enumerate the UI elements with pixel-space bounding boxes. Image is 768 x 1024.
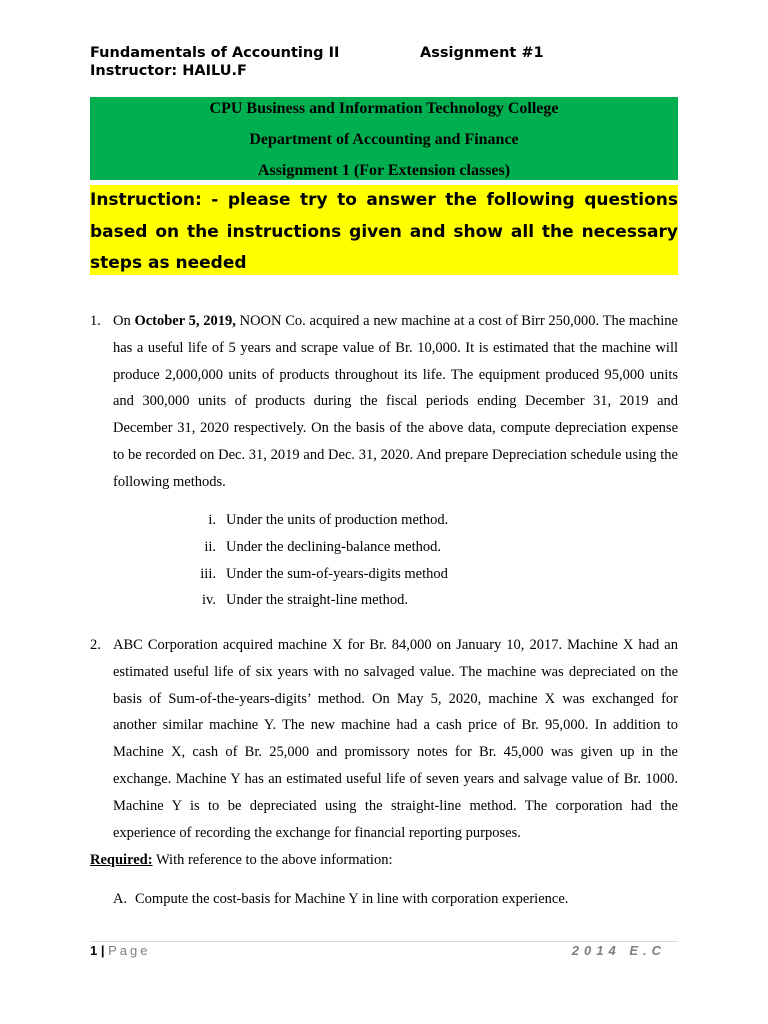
item-a-text: Compute the cost-basis for Machine Y in line with corporation experience.	[135, 891, 569, 907]
method-number: iv.	[202, 592, 216, 609]
method-text: Under the sum-of-years-digits method	[226, 565, 448, 582]
question-2	[90, 632, 678, 846]
method-number: i.	[208, 512, 216, 528]
page-footer	[90, 942, 150, 960]
required-line	[90, 847, 393, 873]
page-word: Page	[108, 943, 151, 958]
method-item	[190, 507, 448, 534]
college-name: CPU Business and Information Technology College	[209, 100, 559, 117]
question-1	[90, 308, 678, 496]
department-name: Department of Accounting and Finance	[249, 131, 519, 148]
page-separator: |	[97, 943, 109, 958]
assignment-number: Assignment #1	[420, 45, 544, 61]
question-2-number: 2.	[90, 637, 101, 653]
question-1-date: October 5, 2019,	[134, 313, 236, 329]
method-text: Under the units of production method.	[226, 512, 449, 528]
footer-year: 2014 E.C	[571, 943, 666, 958]
course-title: Fundamentals of Accounting II	[90, 45, 340, 61]
method-item	[190, 587, 448, 614]
question-1-intro: On	[113, 313, 135, 329]
page-number: 1	[90, 943, 98, 958]
page-header	[90, 44, 544, 80]
method-list	[190, 507, 448, 614]
question-1-text: NOON Co. acquired a new machine at a cost of Birr 250,000. The machine has a useful life of 5 years and scrape value of Br. 10,000. It is estimated that the machine will produce 2,000,000 units of products throughout its life. The equipment produced 95,000 units and 300,000 units of products during the fiscal periods ending December 31, 2019 and December 31, 2020 respectively. On the basis of the above data, compute depreciation expense to be recorded on Dec. 31, 2019 and Dec. 31, 2020. And prepare Depreciation schedule using the following methods.	[113, 313, 678, 490]
method-item	[190, 561, 448, 588]
instructor-name: Instructor: HAILU.F	[90, 63, 247, 79]
question-2-text: ABC Corporation acquired machine X for Br. 84,000 on January 10, 2017. Machine X had an estimated useful life of six years with no salvaged value. The machine was depreciated on the basis of Sum-of-the-years-digits’ method. On May 5, 2020, machine X was exchanged for another similar machine Y. The new machine had a cash price of Br. 95,000. In addition to Machine X, cash of Br. 25,000 and promissory notes for Br. 45,000 was given up in the exchange. Machine Y has an estimated useful life of seven years and salvage value of Br. 1000. Machine Y is to be depreciated using the straight-line method. The corporation had the experience of recording the exchange for financial reporting purposes.	[113, 637, 678, 841]
method-item	[190, 534, 448, 561]
instruction-box: Instruction: - please try to answer the following questions based on the instructions given and show all the necessary steps as needed	[90, 185, 678, 275]
required-label: Required:	[90, 852, 153, 868]
college-banner	[90, 97, 678, 180]
question-1-number: 1.	[90, 313, 101, 329]
required-text: With reference to the above information:	[152, 852, 393, 868]
item-a-label: A.	[113, 891, 128, 907]
required-item-a	[113, 886, 568, 912]
method-text: Under the declining-balance method.	[226, 538, 442, 555]
method-text: Under the straight-line method.	[226, 592, 409, 609]
method-number: ii.	[204, 538, 216, 555]
method-number: iii.	[200, 565, 216, 582]
assignment-title: Assignment 1 (For Extension classes)	[257, 162, 511, 179]
